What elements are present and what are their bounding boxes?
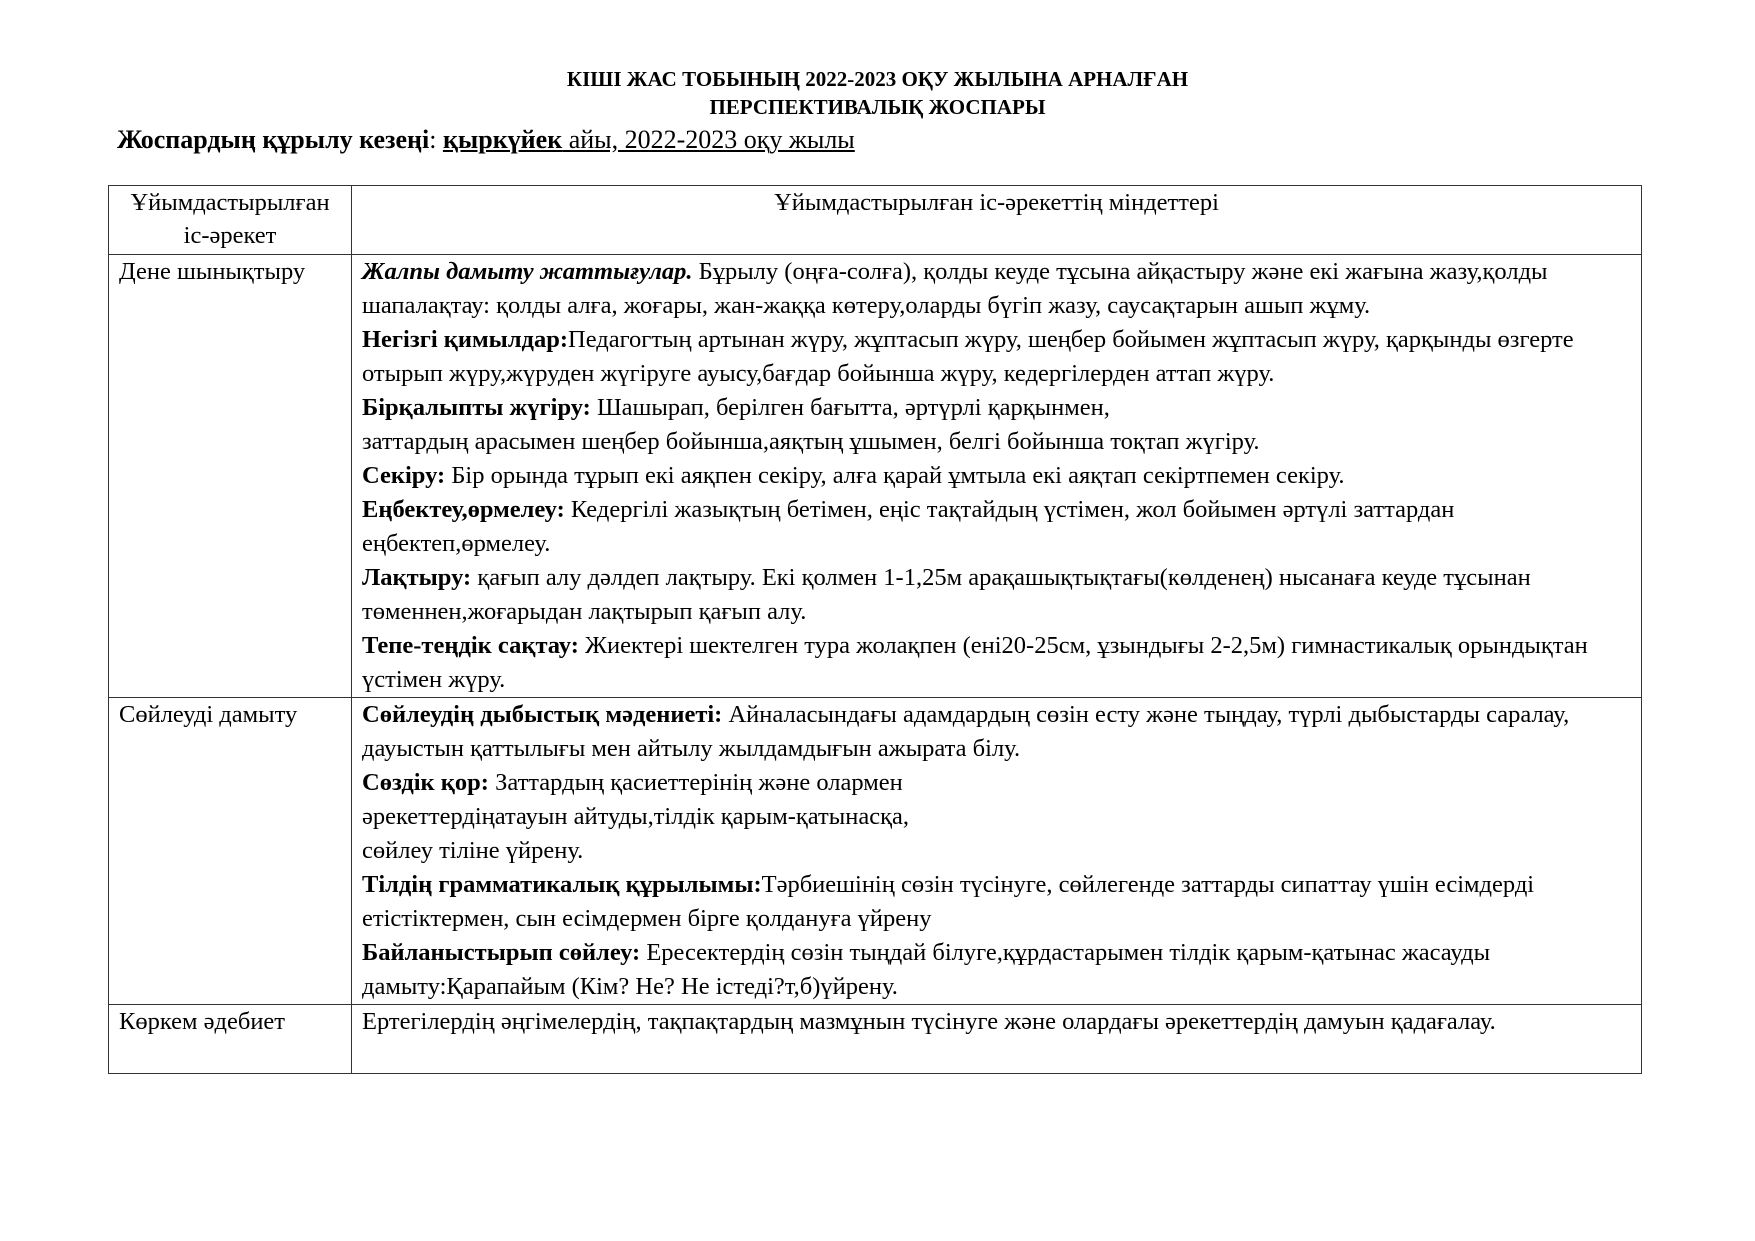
task-item: Негізгі қимылдар:Педагогтың артынан жүру, жұптасып жүру, шеңбер бойымен жұптасып жүру, қарқынды өзгерте отырып жүру,жүруден жүгіруге ауысу,бағдар бойынша жүру, кедергілерден аттап жүру. — [362, 326, 1574, 387]
blank-line — [362, 1039, 1631, 1073]
task-item: Байланыстырып сөйлеу: Ересектердің сөзін тыңдай білуге,құрдастарымен тілдік қарым-қатынас жасауды дамыту:Қарапайым (Кім? Не? Не істеді?т,б)үйрену. — [362, 939, 1491, 1000]
table-row-literature — [109, 1005, 1642, 1074]
period-year: айы, 2022-2023 оқу жылы — [562, 125, 855, 154]
activity-tasks — [352, 1005, 1642, 1074]
activity-name: Көркем әдебиет — [109, 1005, 352, 1074]
task-item: Тілдің грамматикалық құрылымы:Тәрбиешінің сөзін түсінуге, сөйлегенде заттарды сипаттау үшін есімдерді етістіктермен, сын есімдермен бірге қолдануға үйрену — [362, 871, 1535, 932]
activity-name: Дене шынықтыру — [109, 255, 352, 698]
column-header-tasks: Ұйымдастырылған іс-әрекеттің міндеттері — [352, 186, 1642, 255]
task-item: Жалпы дамыту жаттығулар. Бұрылу (оңға-солға), қолды кеуде тұсына айқастыру және екі жағына жазу,қолды шапалақтау: қолды алға, жоғары, жан-жаққа көтеру,оларды бүгіп жазу, саусақтарын ашып жұму. — [362, 258, 1548, 319]
task-item: Секіру: Бір орында тұрып екі аяқпен секіру, алға қарай ұмтыла екі аяқтап секіртпемен секіру. — [362, 462, 1345, 489]
task-item: Лақтыру: қағып алу дәлдеп лақтыру. Екі қолмен 1-1,25м арақашықтықтағы(көлденең) нысанаға кеуде тұсынан төменнен,жоғарыдан лақтырып қағып алу. — [362, 564, 1531, 625]
table-row-physical — [109, 255, 1642, 698]
task-item: Еңбектеу,өрмелеу: Кедергілі жазықтың бетімен, еңіс тақтайдың үстімен, жол бойымен әртүлі заттардан еңбектеп,өрмелеу. — [362, 496, 1455, 557]
table-header-row — [109, 186, 1642, 255]
task-item: Сөздік қор: Заттардың қасиеттерінің және олармен әрекеттердіңатауын айтуды,тілдік қарым-қатынасқа, сөйлеу тіліне үйрену. — [362, 769, 909, 864]
activity-tasks — [352, 698, 1642, 1005]
plan-table — [108, 185, 1642, 1074]
activity-name: Сөйлеуді дамыту — [109, 698, 352, 1005]
period-month: қыркүйек — [442, 125, 563, 154]
document-title-line2: ПЕРСПЕКТИВАЛЫҚ ЖОСПАРЫ — [709, 95, 1046, 119]
plan-period — [117, 124, 855, 156]
task-item: Бірқалыпты жүгіру: Шашырап, берілген бағытта, әртүрлі қарқынмен, заттардың арасымен шеңбер бойынша,аяқтың ұшымен, белгі бойынша тоқтап жүгіру. — [362, 394, 1260, 455]
period-colon: : — [429, 125, 443, 154]
activity-tasks — [352, 255, 1642, 698]
period-label: Жоспардың құрылу кезеңі — [117, 125, 430, 154]
task-item: Сөйлеудің дыбыстық мәдениеті: Айналасындағы адамдардың сөзін есту және тыңдау, түрлі дыбыстарды саралау, дауыстын қаттылығы мен айтылу жылдамдығын ажырата білу. — [362, 701, 1570, 762]
task-item: Ертегілердің әңгімелердің, тақпақтардың мазмұнын түсінуге және олардағы әрекеттердің дамуын қадағалау. — [362, 1008, 1496, 1035]
table-row-speech — [109, 698, 1642, 1005]
task-item: Тепе-теңдік сақтау: Жиектері шектелген тура жолақпен (ені20-25см, ұзындығы 2-2,5м) гимнастикалық орындықтан үстімен жүру. — [362, 632, 1588, 693]
document-title-line1: КІШІ ЖАС ТОБЫНЫҢ 2022-2023 ОҚУ ЖЫЛЫНА АРНАЛҒАН — [566, 67, 1189, 91]
column-header-activity: Ұйымдастырылған іс-әрекет — [109, 186, 352, 255]
